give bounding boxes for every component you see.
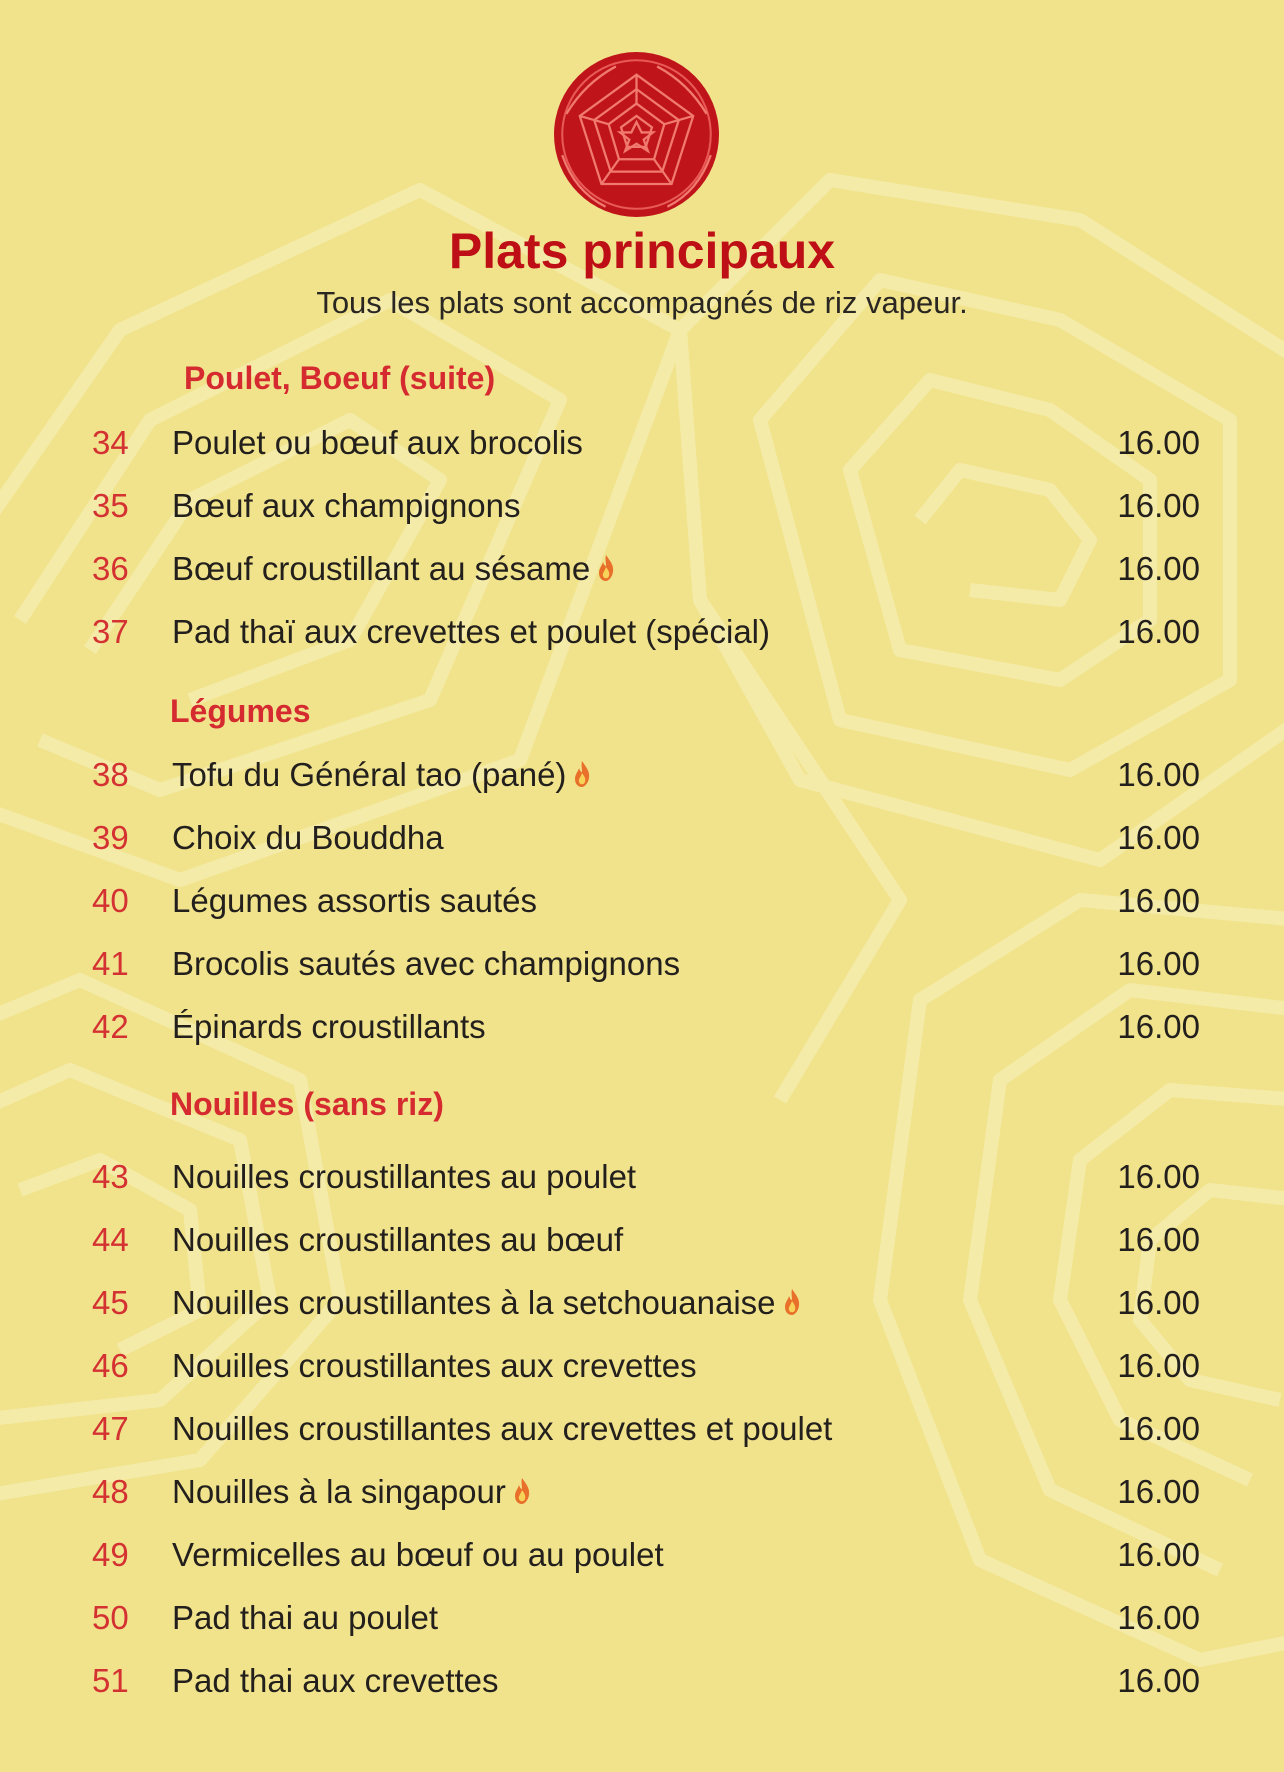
spicy-flame-icon [512, 1477, 532, 1505]
item-name-text: Nouilles croustillantes à la setchouanaise [172, 1284, 776, 1321]
item-number: 36 [92, 550, 129, 587]
item-number: 47 [92, 1410, 129, 1447]
item-number: 40 [92, 882, 129, 919]
item-name: Pad thai au poulet [172, 1599, 439, 1636]
item-number: 34 [92, 424, 129, 461]
item-name: Épinards croustillants [172, 1008, 486, 1045]
spicy-flame-icon [572, 760, 592, 788]
item-name-text: Tofu du Général tao (pané) [172, 756, 567, 793]
item-name: Brocolis sautés avec champignons [172, 945, 681, 982]
item-price: 16.00 [1117, 1158, 1200, 1195]
item-number: 48 [92, 1473, 129, 1510]
item-number: 43 [92, 1158, 129, 1195]
item-price: 16.00 [1117, 1347, 1200, 1384]
menu-item [0, 1347, 1284, 1391]
item-price: 16.00 [1117, 1410, 1200, 1447]
menu-item [0, 1284, 1284, 1328]
item-number: 51 [92, 1662, 129, 1699]
item-name-text: Bœuf croustillant au sésame [172, 550, 591, 587]
item-price: 16.00 [1117, 1008, 1200, 1045]
menu-item [0, 1410, 1284, 1454]
item-price: 16.00 [1117, 424, 1200, 461]
item-price: 16.00 [1117, 1221, 1200, 1258]
item-price: 16.00 [1117, 1662, 1200, 1699]
item-number: 45 [92, 1284, 129, 1321]
menu-item [0, 550, 1284, 594]
item-name: Vermicelles au bœuf ou au poulet [172, 1536, 664, 1573]
menu-item [0, 1599, 1284, 1643]
menu-item [0, 882, 1284, 926]
item-name [172, 1473, 532, 1511]
item-number: 35 [92, 487, 129, 524]
restaurant-logo [554, 52, 719, 217]
item-number: 37 [92, 613, 129, 650]
item-number: 39 [92, 819, 129, 856]
item-name: Pad thaï aux crevettes et poulet (spécial) [172, 613, 770, 650]
menu-item [0, 487, 1284, 531]
item-number: 49 [92, 1536, 129, 1573]
item-number: 44 [92, 1221, 129, 1258]
menu-item [0, 756, 1284, 800]
item-price: 16.00 [1117, 550, 1200, 587]
item-number: 42 [92, 1008, 129, 1045]
section-title-poulet-boeuf: Poulet, Boeuf (suite) [184, 360, 496, 396]
item-name: Nouilles croustillantes au poulet [172, 1158, 637, 1195]
item-number: 41 [92, 945, 129, 982]
menu-item [0, 1221, 1284, 1265]
menu-item [0, 819, 1284, 863]
item-price: 16.00 [1117, 819, 1200, 856]
item-name: Nouilles croustillantes aux crevettes [172, 1347, 697, 1384]
menu-item [0, 613, 1284, 657]
item-name: Poulet ou bœuf aux brocolis [172, 424, 583, 461]
item-name: Bœuf aux champignons [172, 487, 521, 524]
item-name [172, 756, 592, 794]
item-number: 38 [92, 756, 129, 793]
page-subtitle: Tous les plats sont accompagnés de riz vapeur. [316, 285, 968, 320]
item-name: Nouilles croustillantes au bœuf [172, 1221, 624, 1258]
item-price: 16.00 [1117, 1473, 1200, 1510]
item-name: Choix du Bouddha [172, 819, 444, 856]
spicy-flame-icon [782, 1288, 802, 1316]
menu-item [0, 1158, 1284, 1202]
menu-item [0, 1008, 1284, 1052]
item-price: 16.00 [1117, 1284, 1200, 1321]
page-title: Plats principaux [448, 223, 836, 279]
item-name: Pad thai aux crevettes [172, 1662, 499, 1699]
item-name [172, 1284, 802, 1322]
menu-item [0, 1536, 1284, 1580]
section-title-legumes: Légumes [170, 693, 311, 729]
item-number: 46 [92, 1347, 129, 1384]
item-name: Légumes assortis sautés [172, 882, 538, 919]
item-price: 16.00 [1117, 945, 1200, 982]
item-price: 16.00 [1117, 613, 1200, 650]
menu-item [0, 1662, 1284, 1706]
item-price: 16.00 [1117, 487, 1200, 524]
item-price: 16.00 [1117, 756, 1200, 793]
item-price: 16.00 [1117, 1599, 1200, 1636]
item-number: 50 [92, 1599, 129, 1636]
spicy-flame-icon [596, 554, 616, 582]
item-name-text: Nouilles à la singapour [172, 1473, 506, 1510]
menu-item [0, 945, 1284, 989]
item-price: 16.00 [1117, 1536, 1200, 1573]
menu-item [0, 1473, 1284, 1517]
item-name [172, 550, 616, 588]
item-name: Nouilles croustillantes aux crevettes et poulet [172, 1410, 833, 1447]
menu-item [0, 424, 1284, 468]
item-price: 16.00 [1117, 882, 1200, 919]
section-title-nouilles: Nouilles (sans riz) [170, 1086, 444, 1122]
